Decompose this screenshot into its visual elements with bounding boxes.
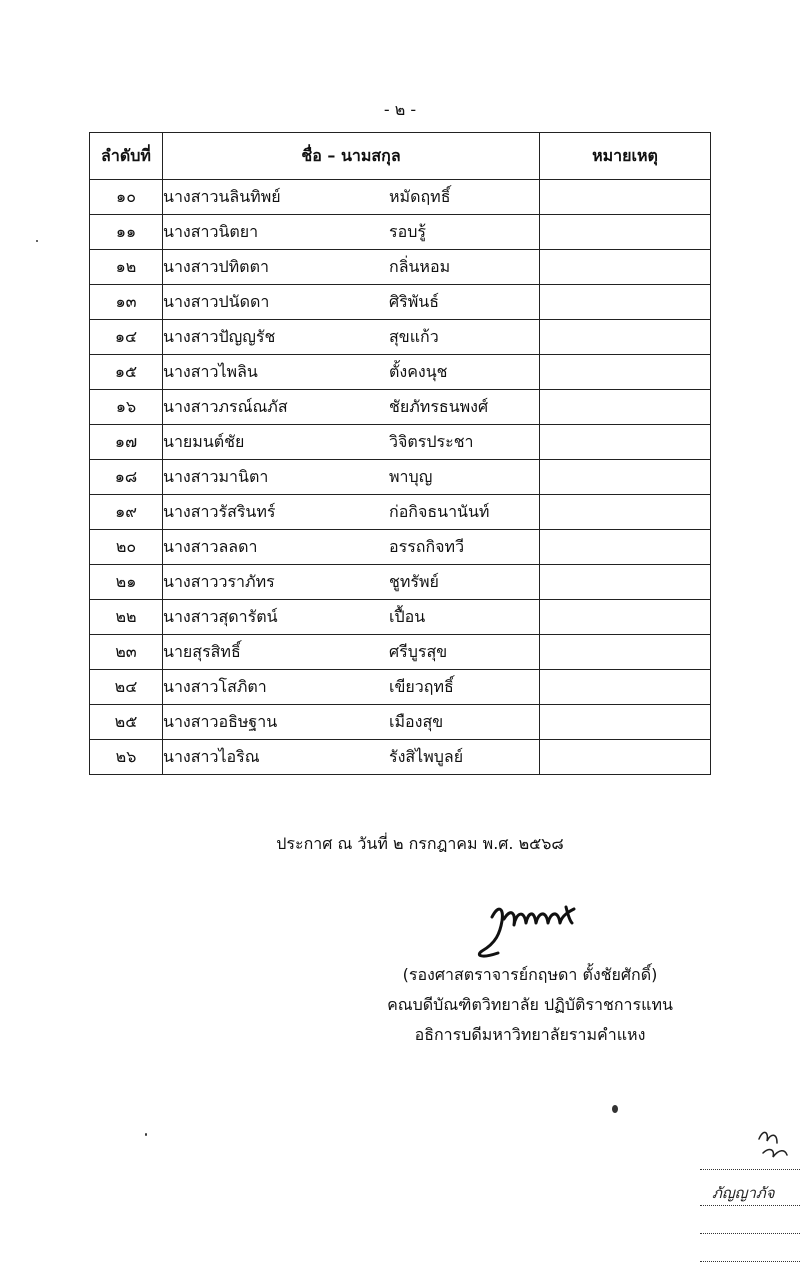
table-row: [90, 740, 711, 775]
header-name: ชื่อ – นามสกุล: [163, 133, 540, 180]
last-name: เขียวฤทธิ์: [389, 676, 454, 696]
table-row: [90, 565, 711, 600]
remark-cell: [540, 565, 711, 600]
full-name-cell: [163, 635, 540, 670]
last-name: ก่อกิจธนานันท์: [389, 501, 490, 521]
remark-cell: [540, 355, 711, 390]
table-row: [90, 320, 711, 355]
row-number: ๒๑: [90, 565, 163, 600]
table-row: [90, 530, 711, 565]
remark-cell: [540, 705, 711, 740]
first-name: นางสาวนิตยา: [163, 221, 259, 241]
page-number: - ๒ -: [383, 100, 417, 119]
row-number: ๑๘: [90, 460, 163, 495]
remark-cell: [540, 495, 711, 530]
remark-cell: [540, 250, 711, 285]
last-name: ชัยภัทรธนพงศ์: [389, 396, 489, 416]
table-row: [90, 250, 711, 285]
full-name-cell: [163, 215, 540, 250]
table-row: [90, 705, 711, 740]
first-name: นายมนต์ชัย: [163, 431, 245, 451]
last-name: ตั้งคงนุช: [389, 361, 448, 381]
row-number: ๑๒: [90, 250, 163, 285]
row-number: ๒๕: [90, 705, 163, 740]
announcement-date: ประกาศ ณ วันที่ ๒ กรกฎาคม พ.ศ. ๒๕๖๘: [276, 834, 564, 853]
remark-cell: [540, 390, 711, 425]
last-name: รอบรู้: [389, 221, 426, 241]
row-number: ๒๓: [90, 635, 163, 670]
full-name-cell: [163, 355, 540, 390]
full-name-cell: [163, 285, 540, 320]
first-name: นางสาวอธิษฐาน: [163, 711, 278, 731]
row-number: ๑๐: [90, 180, 163, 215]
scan-speck: [36, 240, 38, 242]
first-name: นางสาวนลินทิพย์: [163, 186, 281, 206]
last-name: ศรีบูรสุข: [389, 641, 448, 661]
first-name: นางสาวไพลิน: [163, 361, 258, 381]
table-row: [90, 355, 711, 390]
full-name-cell: [163, 495, 540, 530]
full-name-cell: [163, 460, 540, 495]
margin-inscription: ภัญญาภัจ: [712, 1184, 775, 1202]
row-number: ๒๒: [90, 600, 163, 635]
table-body: [90, 180, 711, 775]
signature-image: [470, 895, 600, 965]
table-row: [90, 180, 711, 215]
last-name: อรรถกิจทวี: [389, 536, 465, 556]
first-name: นางสาววราภัทร: [163, 571, 275, 591]
first-name: นางสาวลลดา: [163, 536, 258, 556]
row-number: ๒๐: [90, 530, 163, 565]
remark-cell: [540, 460, 711, 495]
first-name: นางสาวปัญญรัช: [163, 326, 276, 346]
scan-speck: [612, 1105, 618, 1113]
row-number: ๑๙: [90, 495, 163, 530]
row-number: ๑๗: [90, 425, 163, 460]
table-row: [90, 390, 711, 425]
name-list-table: [89, 132, 711, 775]
first-name: นางสาวไอริณ: [163, 746, 260, 766]
remark-cell: [540, 530, 711, 565]
full-name-cell: [163, 705, 540, 740]
full-name-cell: [163, 390, 540, 425]
full-name-cell: [163, 565, 540, 600]
table-header-row: [90, 133, 711, 180]
table-row: [90, 670, 711, 705]
remark-cell: [540, 425, 711, 460]
scan-speck: [145, 1133, 147, 1136]
header-remark: หมายเหตุ: [540, 133, 711, 180]
last-name: สุขแก้ว: [389, 326, 439, 346]
first-name: นางสาวมานิตา: [163, 466, 269, 486]
full-name-cell: [163, 530, 540, 565]
remark-cell: [540, 285, 711, 320]
first-name: นางสาวโสภิตา: [163, 676, 267, 696]
full-name-cell: [163, 250, 540, 285]
dotted-line: [700, 1261, 800, 1262]
row-number: ๑๕: [90, 355, 163, 390]
signer-position-line1: คณบดีบัณฑิตวิทยาลัย ปฏิบัติราชการแทน: [387, 995, 673, 1014]
full-name-cell: [163, 320, 540, 355]
full-name-cell: [163, 180, 540, 215]
margin-handwritten-note: [700, 1125, 800, 1265]
first-name: นางสาวปนัดดา: [163, 291, 270, 311]
last-name: ชูทรัพย์: [389, 571, 439, 591]
remark-cell: [540, 180, 711, 215]
table-row: [90, 460, 711, 495]
row-number: ๒๖: [90, 740, 163, 775]
signer-name: (รองศาสตราจารย์กฤษดา ตั้งชัยศักดิ์): [402, 965, 658, 984]
full-name-cell: [163, 670, 540, 705]
signer-position-line2: อธิการบดีมหาวิทยาลัยรามคำแหง: [414, 1025, 646, 1044]
remark-cell: [540, 320, 711, 355]
handwritten-scribble: [755, 1125, 800, 1165]
full-name-cell: [163, 600, 540, 635]
row-number: ๑๓: [90, 285, 163, 320]
last-name: เปื้อน: [389, 606, 426, 626]
first-name: นางสาวรัสรินทร์: [163, 501, 276, 521]
remark-cell: [540, 600, 711, 635]
dotted-line: [700, 1233, 800, 1234]
last-name: รังสิไพบูลย์: [389, 746, 464, 766]
first-name: นางสาวปทิตตา: [163, 256, 269, 276]
full-name-cell: [163, 740, 540, 775]
last-name: เมืองสุข: [389, 711, 444, 731]
last-name: หมัดฤทธิ์: [389, 186, 451, 206]
last-name: วิจิตรประชา: [389, 431, 474, 451]
dotted-line: [700, 1169, 800, 1170]
table-row: [90, 495, 711, 530]
table-row: [90, 635, 711, 670]
table-row: [90, 425, 711, 460]
remark-cell: [540, 670, 711, 705]
last-name: พาบุญ: [389, 466, 433, 486]
row-number: ๑๔: [90, 320, 163, 355]
first-name: นายสุรสิทธิ์: [163, 641, 241, 661]
remark-cell: [540, 740, 711, 775]
last-name: ศิริพันธ์: [389, 291, 439, 311]
row-number: ๒๔: [90, 670, 163, 705]
table-row: [90, 285, 711, 320]
last-name: กลิ่นหอม: [389, 256, 451, 276]
header-no: ลำดับที่: [90, 133, 163, 180]
table-row: [90, 600, 711, 635]
signer-block: [330, 960, 730, 1050]
full-name-cell: [163, 425, 540, 460]
dotted-line: [700, 1205, 800, 1206]
row-number: ๑๖: [90, 390, 163, 425]
row-number: ๑๑: [90, 215, 163, 250]
first-name: นางสาวภรณ์ณภัส: [163, 396, 288, 416]
remark-cell: [540, 215, 711, 250]
table-row: [90, 215, 711, 250]
remark-cell: [540, 635, 711, 670]
first-name: นางสาวสุดารัตน์: [163, 606, 278, 626]
